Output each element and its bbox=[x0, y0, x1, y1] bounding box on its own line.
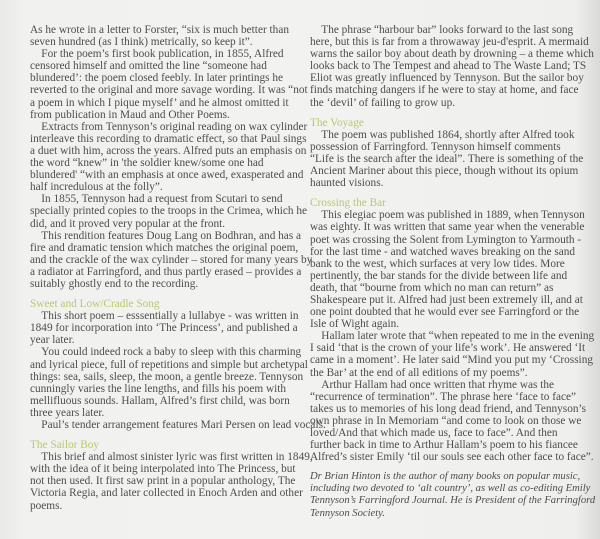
text-line: Arthur Hallam had once written that rhyme was the bbox=[310, 378, 555, 391]
text-line: Eliot was greatly influenced by Tennyson. But the sailor boy bbox=[310, 72, 584, 85]
text-line: reverted to the original and more savage wording. It was “not bbox=[30, 84, 308, 97]
text-line: This rendition features Doug Lang on Bodhran, and has a bbox=[30, 229, 302, 242]
text-line: the Bar’ at the end of all editions of my poems”. bbox=[310, 366, 528, 379]
text-line: including two devoted to ‘alt country’, as well as co-editing Emily bbox=[310, 483, 591, 495]
text-line: from publication in Maud and Other Poems. bbox=[30, 108, 230, 121]
text-line: takes us to memories of his long dead friend, and Tennyson’s bbox=[310, 402, 587, 415]
text-line: for the last time - and watched waves breaking on the sand bbox=[310, 245, 576, 258]
text-line: Tennyson’s Farringford Journal. He is President of the Farringford bbox=[310, 495, 596, 507]
text-line: further back in time to Arthur Hallam’s poem to his fiancee bbox=[310, 439, 578, 452]
text-line: things: sea, sails, sleep, the moon, a gentle breeze. Tennyson bbox=[30, 370, 304, 383]
text-line: poems. bbox=[30, 499, 63, 512]
paragraph bbox=[30, 419, 326, 431]
text-line: You could indeed rock a baby to sleep with this charming bbox=[30, 346, 302, 359]
text-line: bank to the west, which surfaces at very low tides. More bbox=[310, 257, 565, 270]
text-line: half incredulous at the folly”. bbox=[30, 181, 163, 194]
text-line: blundered' “with an emphasis at once awed, exasperated and bbox=[30, 169, 304, 182]
text-line: Ancient Mariner about this piece, though without its opium bbox=[310, 165, 579, 178]
text-line: a duet with him, across the years. Alfred puts an emphasis on bbox=[30, 144, 307, 157]
text-line: Tennyson Society. bbox=[310, 507, 385, 519]
text-line: In 1855, Tennyson had a request from Scutari to send bbox=[30, 193, 283, 206]
text-line: Shakespeare put it. Alfred had just been extremely ill, and at bbox=[310, 293, 583, 306]
text-line: looks back to The Tempest and ahead to The Waste Land; TS bbox=[310, 60, 587, 73]
text-line: the ‘devil’ of failing to grow up. bbox=[310, 96, 456, 109]
text-line: suitably ghostly end to the recording. bbox=[30, 277, 199, 290]
paragraph bbox=[30, 193, 320, 229]
paragraph bbox=[310, 379, 600, 464]
text-line: and lyrical piece, full of repetitions and simple but archetypal bbox=[30, 358, 308, 371]
text-line: fire and dramatic tension which matches the original poem, bbox=[30, 241, 299, 254]
text-line: own phrase in In Memoriam “and come to look on those we bbox=[310, 414, 582, 427]
paragraph bbox=[30, 451, 320, 511]
section-heading: The Sailor Boy bbox=[30, 439, 100, 452]
text-line: the word “knew” in 'the soldier knew/some one had bbox=[30, 157, 264, 170]
text-line: interleave this recording to dramatic effect, so that Paul sings bbox=[30, 132, 307, 145]
text-line: haunted visions. bbox=[310, 177, 384, 190]
text-line: loved/And that which made us, face to face”. And then bbox=[310, 427, 558, 439]
text-line: mellifluous sounds. Hallam, Alfred’s first child, was born bbox=[30, 394, 290, 407]
text-line: here, but this is far from a throwaway jeu-d'esprit. A mermaid bbox=[310, 36, 589, 49]
text-line: 1849 for incorporation into ‘The Princess’, and published a bbox=[30, 322, 298, 335]
section-heading: Crossing the Bar bbox=[310, 197, 386, 210]
text-line: one point doubted that he would ever see Farringford or the bbox=[310, 306, 580, 319]
text-line: and the crackle of the wax cylinder – stored for many years by bbox=[30, 253, 313, 266]
text-line: cunningly varies the line lengths, and fills his poem with bbox=[30, 382, 287, 395]
paragraph bbox=[310, 129, 600, 189]
text-line: “recurrence of termination”. The phrase here ‘face to face” bbox=[310, 390, 577, 403]
text-line: finds matching dangers if he were to stay at home, and face bbox=[310, 84, 579, 97]
paragraph bbox=[30, 121, 320, 194]
paragraph bbox=[30, 346, 320, 419]
text-line: This elegiac poem was published in 1889, when Tennyson bbox=[310, 209, 585, 222]
text-line: warns the sailor boy about death by drowning – a theme which bbox=[310, 48, 594, 61]
text-line: “Life is the search after the ideal”. There is something of the bbox=[310, 152, 584, 165]
text-line: censored himself and omitted the line “someone had bbox=[30, 60, 267, 73]
text-line: with the idea of it being interpolated into The Princess, but bbox=[30, 463, 296, 476]
text-line: Alfred’s sister Emily ‘til our souls see each other face to face”. bbox=[310, 451, 594, 464]
text-line: possession of Farringford. Tennyson himself comments bbox=[310, 140, 561, 153]
text-line: Extracts from Tennyson’s original reading on wax cylinder bbox=[30, 120, 308, 133]
section-heading: The Voyage bbox=[310, 116, 364, 129]
text-line: For the poem’s first book publication, in 1855, Alfred bbox=[30, 48, 284, 61]
paragraph bbox=[30, 310, 320, 346]
text-line: Victoria Regia, and later collected in Enoch Arden and other bbox=[30, 487, 303, 500]
author-bio bbox=[310, 471, 600, 519]
text-line: Hallam later wrote that “when repeated to me in the evening bbox=[310, 330, 595, 343]
text-line: not then used. It first saw print in a popular anthology, The bbox=[30, 475, 296, 488]
text-line: came in a moment’. He later said “Mind you put my ‘Crossing bbox=[310, 354, 593, 367]
text-line: pertinently, the bar stands for the divide between life and bbox=[310, 269, 568, 282]
text-line: did, and it proved very popular at the front. bbox=[30, 217, 226, 230]
text-line: Isle of Wight again. bbox=[310, 318, 400, 331]
text-line: a radiator at Farringford, and thus partly erased – provides a bbox=[30, 265, 302, 278]
text-line: This short poem – esssentially a lullabye - was written in bbox=[30, 310, 299, 323]
section-heading: Sweet and Low/Cradle Song bbox=[30, 298, 160, 311]
paragraph bbox=[310, 209, 600, 330]
text-line: I said ‘that is the crown of your life’s work’. He answered ‘It bbox=[310, 342, 586, 355]
text-line: specially printed copies to the troops in the Crimea, which he bbox=[30, 205, 308, 218]
text-line: death, that “bourne from which no man can return” as bbox=[310, 281, 554, 294]
paragraph bbox=[310, 24, 600, 109]
text-line: This brief and almost sinister lyric was first written in 1849, bbox=[30, 451, 313, 464]
right-column bbox=[310, 24, 600, 520]
text-line: Paul’s tender arrangement features Mari Persen on lead vocals. bbox=[30, 419, 326, 431]
paragraph bbox=[310, 330, 600, 378]
text-line: a poem in which I pique myself’ and he almost omitted it bbox=[30, 96, 289, 109]
text-line: Dr Brian Hinton is the author of many books on popular music, bbox=[310, 471, 581, 483]
text-line: year later. bbox=[30, 334, 75, 347]
left-column bbox=[30, 24, 326, 512]
text-line: seven hundred (as I think) metrically, so keep it”. bbox=[30, 36, 253, 49]
text-line: was eighty. It was written that same year when the venerable bbox=[310, 221, 585, 234]
text-line: three years later. bbox=[30, 406, 105, 419]
text-line: blundered’: the poem closed feebly. In later printings he bbox=[30, 72, 284, 85]
text-line: The poem was published 1864, shortly after Alfred took bbox=[310, 128, 575, 141]
paragraph bbox=[30, 230, 320, 290]
paragraph bbox=[30, 48, 320, 121]
text-line: As he wrote in a letter to Forster, “six is much better than bbox=[30, 24, 289, 36]
paragraph bbox=[30, 24, 320, 48]
text-line: poet was crossing the Solent from Lymington to Yarmouth - bbox=[310, 233, 582, 246]
text-line: The phrase “harbour bar” looks forward to the last song bbox=[310, 24, 574, 36]
